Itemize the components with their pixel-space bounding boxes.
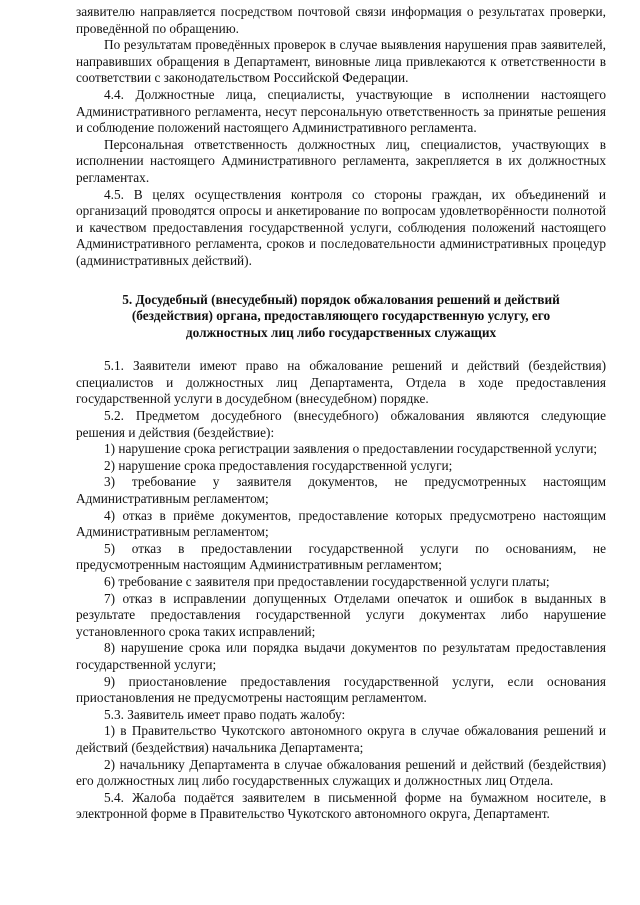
paragraph-5-1: 5.1. Заявители имеют право на обжалование решений и действий (бездействия) специалистов и должностных лиц Департамента, Отдела в ходе предоставления государственной услуги в досудебном (внесудебном) порядке.	[76, 358, 606, 407]
section-heading-line: (бездействия) органа, предоставляющего государственную услугу, его	[131, 308, 551, 324]
list-item-5-2-9: 9) приостановление предоставления государственной услуги, если основания приостановления не предусмотрены настоящим регламентом.	[76, 673, 606, 706]
list-item-5-2-6: 6) требование с заявителя при предоставлении государственной услуги платы;	[104, 574, 550, 589]
list-item-5-2-7: 7) отказ в исправлении допущенных Отделами опечаток и ошибок в выданных в результате предоставления государственной услуги документах либо нарушение установленного срока таких исправлений;	[76, 590, 606, 639]
paragraph-personal-responsibility: Персональная ответственность должностных лиц, специалистов, участвующих в исполнении настоящего Административного регламента, закрепляется в их должностных регламентах.	[76, 136, 606, 185]
list-item-5-2-2: 2) нарушение срока предоставления государственной услуги;	[104, 457, 453, 473]
section-5-heading	[76, 292, 606, 342]
list-item-5-3-2: 2) начальнику Департамента в случае обжалования решений и действий (бездействия) его должностных лиц либо государственных служащих и должностных лиц Отдела.	[76, 756, 606, 789]
section-heading-line: 5. Досудебный (внесудебный) порядок обжалования решений и действий	[122, 291, 560, 307]
paragraph-5-2: 5.2. Предметом досудебного (внесудебного) обжалования являются следующие решения и действия (бездействие):	[76, 408, 606, 440]
paragraph-5-4: 5.4. Жалоба подаётся заявителем в письменной форме на бумажном носителе, в электронной форме в Правительство Чукотского автономного округа, Департамент.	[76, 789, 606, 822]
paragraph-4-5: 4.5. В целях осуществления контроля со стороны граждан, их объединений и организаций проводятся опросы и анкетирование по вопросам удовлетворённости полнотой и качеством предоставления государственной услуги, соблюдения положений настоящего Административного регламента, сроков и последовательности административных процедур (административных действий).	[76, 186, 606, 268]
document-page	[76, 4, 606, 823]
paragraph-4-4: 4.4. Должностные лица, специалисты, участвующие в исполнении настоящего Административного регламента, несут персональную ответственность за принятые решения и соблюдение положений настоящего Административного регламента.	[76, 86, 606, 136]
list-item-5-2-8: 8) нарушение срока или порядка выдачи документов по результатам предоставления государственной услуги;	[76, 640, 606, 672]
paragraph-5-3: 5.3. Заявитель имеет право подать жалобу:	[104, 706, 346, 722]
list-item-5-2-3: 3) требование у заявителя документов, не предусмотренных настоящим Административным регламентом;	[76, 474, 606, 507]
paragraph-intro-continuation: заявителю направляется посредством почтовой связи информация о результатах проверки, проведённой по обращению.	[76, 4, 606, 36]
list-item-5-2-1: 1) нарушение срока регистрации заявления о предоставлении государственной услуги;	[104, 441, 598, 457]
section-heading-line: должностных лиц либо государственных служащих	[185, 324, 497, 340]
list-item-5-3-1: 1) в Правительство Чукотского автономного округа в случае обжалования решений и действий (бездействия) начальника Департамента;	[76, 723, 606, 755]
list-item-5-2-5: 5) отказ в предоставлении государственной услуги по основаниям, не предусмотренным настоящим Административным регламентом;	[76, 540, 606, 573]
list-item-5-2-4: 4) отказ в приёме документов, предоставление которых предусмотрено настоящим Административным регламентом;	[76, 507, 606, 540]
paragraph-violations-responsibility: По результатам проведённых проверок в случае выявления нарушения прав заявителей, направивших обращения в Департамент, виновные лица привлекаются к ответственности в соответствии с законодательством Российской Федерации.	[76, 37, 606, 86]
